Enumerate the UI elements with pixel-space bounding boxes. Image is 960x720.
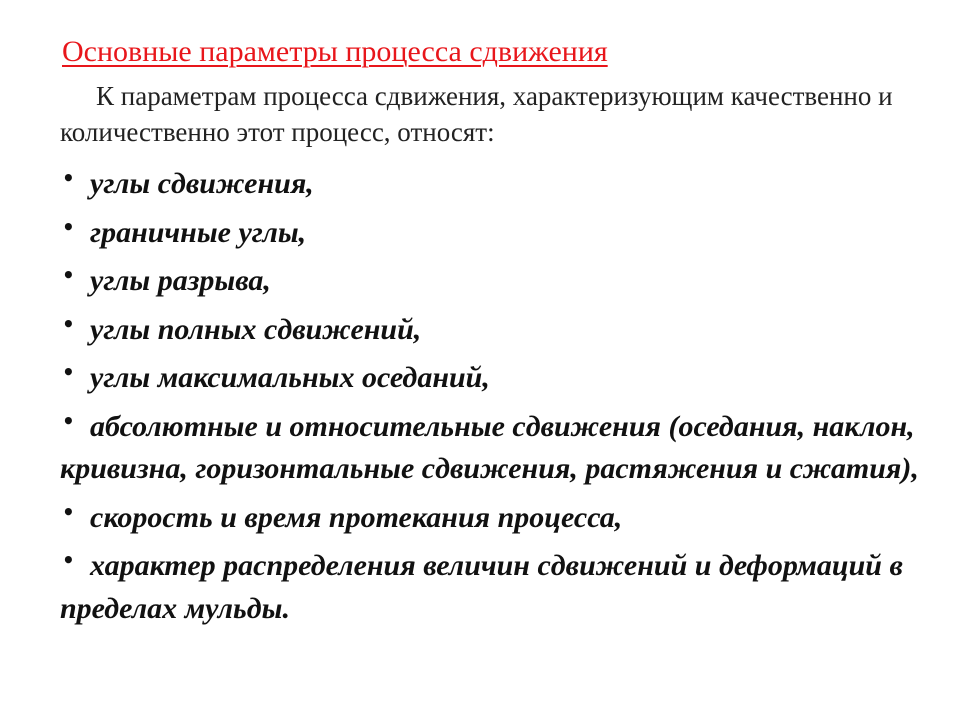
list-item-text: углы максимальных оседаний, xyxy=(90,361,490,394)
bullet-icon: • xyxy=(62,408,75,433)
bullet-icon: • xyxy=(62,166,75,190)
parameters-list xyxy=(60,157,920,630)
list-item-text: характер распределения величин сдвижений и деформаций в пределах мульды. xyxy=(60,549,903,625)
bullet-icon: • xyxy=(62,311,75,336)
list-item-text: абсолютные и относительные сдвижения (оседания, наклон, кривизна, горизонтальные сдвижения, растяжения и сжатия), xyxy=(60,409,919,485)
bullet-icon: • xyxy=(62,214,75,239)
bullet-icon: • xyxy=(62,360,75,384)
list-item xyxy=(60,539,920,630)
slide-title: Основные параметры процесса сдвижения xyxy=(62,35,608,68)
list-item xyxy=(60,206,920,255)
list-item xyxy=(60,254,920,303)
list-item-text: углы полных сдвижений, xyxy=(90,312,422,346)
list-item xyxy=(60,400,920,491)
list-item xyxy=(60,303,920,352)
bullet-icon: • xyxy=(62,263,75,287)
list-item-text: скорость и время протекания процесса, xyxy=(90,500,623,534)
bullet-icon: • xyxy=(62,499,75,524)
list-item-text: граничные углы, xyxy=(90,215,307,249)
bullet-icon: • xyxy=(62,548,75,572)
intro-paragraph: К параметрам процесса сдвижения, характеризующим качественно и количественно этот процесс, относят: xyxy=(60,81,893,147)
list-item xyxy=(60,351,920,400)
list-item xyxy=(60,157,920,206)
list-item-text: углы разрыва, xyxy=(90,264,271,297)
list-item-text: углы сдвижения, xyxy=(90,167,314,200)
list-item xyxy=(60,491,920,540)
